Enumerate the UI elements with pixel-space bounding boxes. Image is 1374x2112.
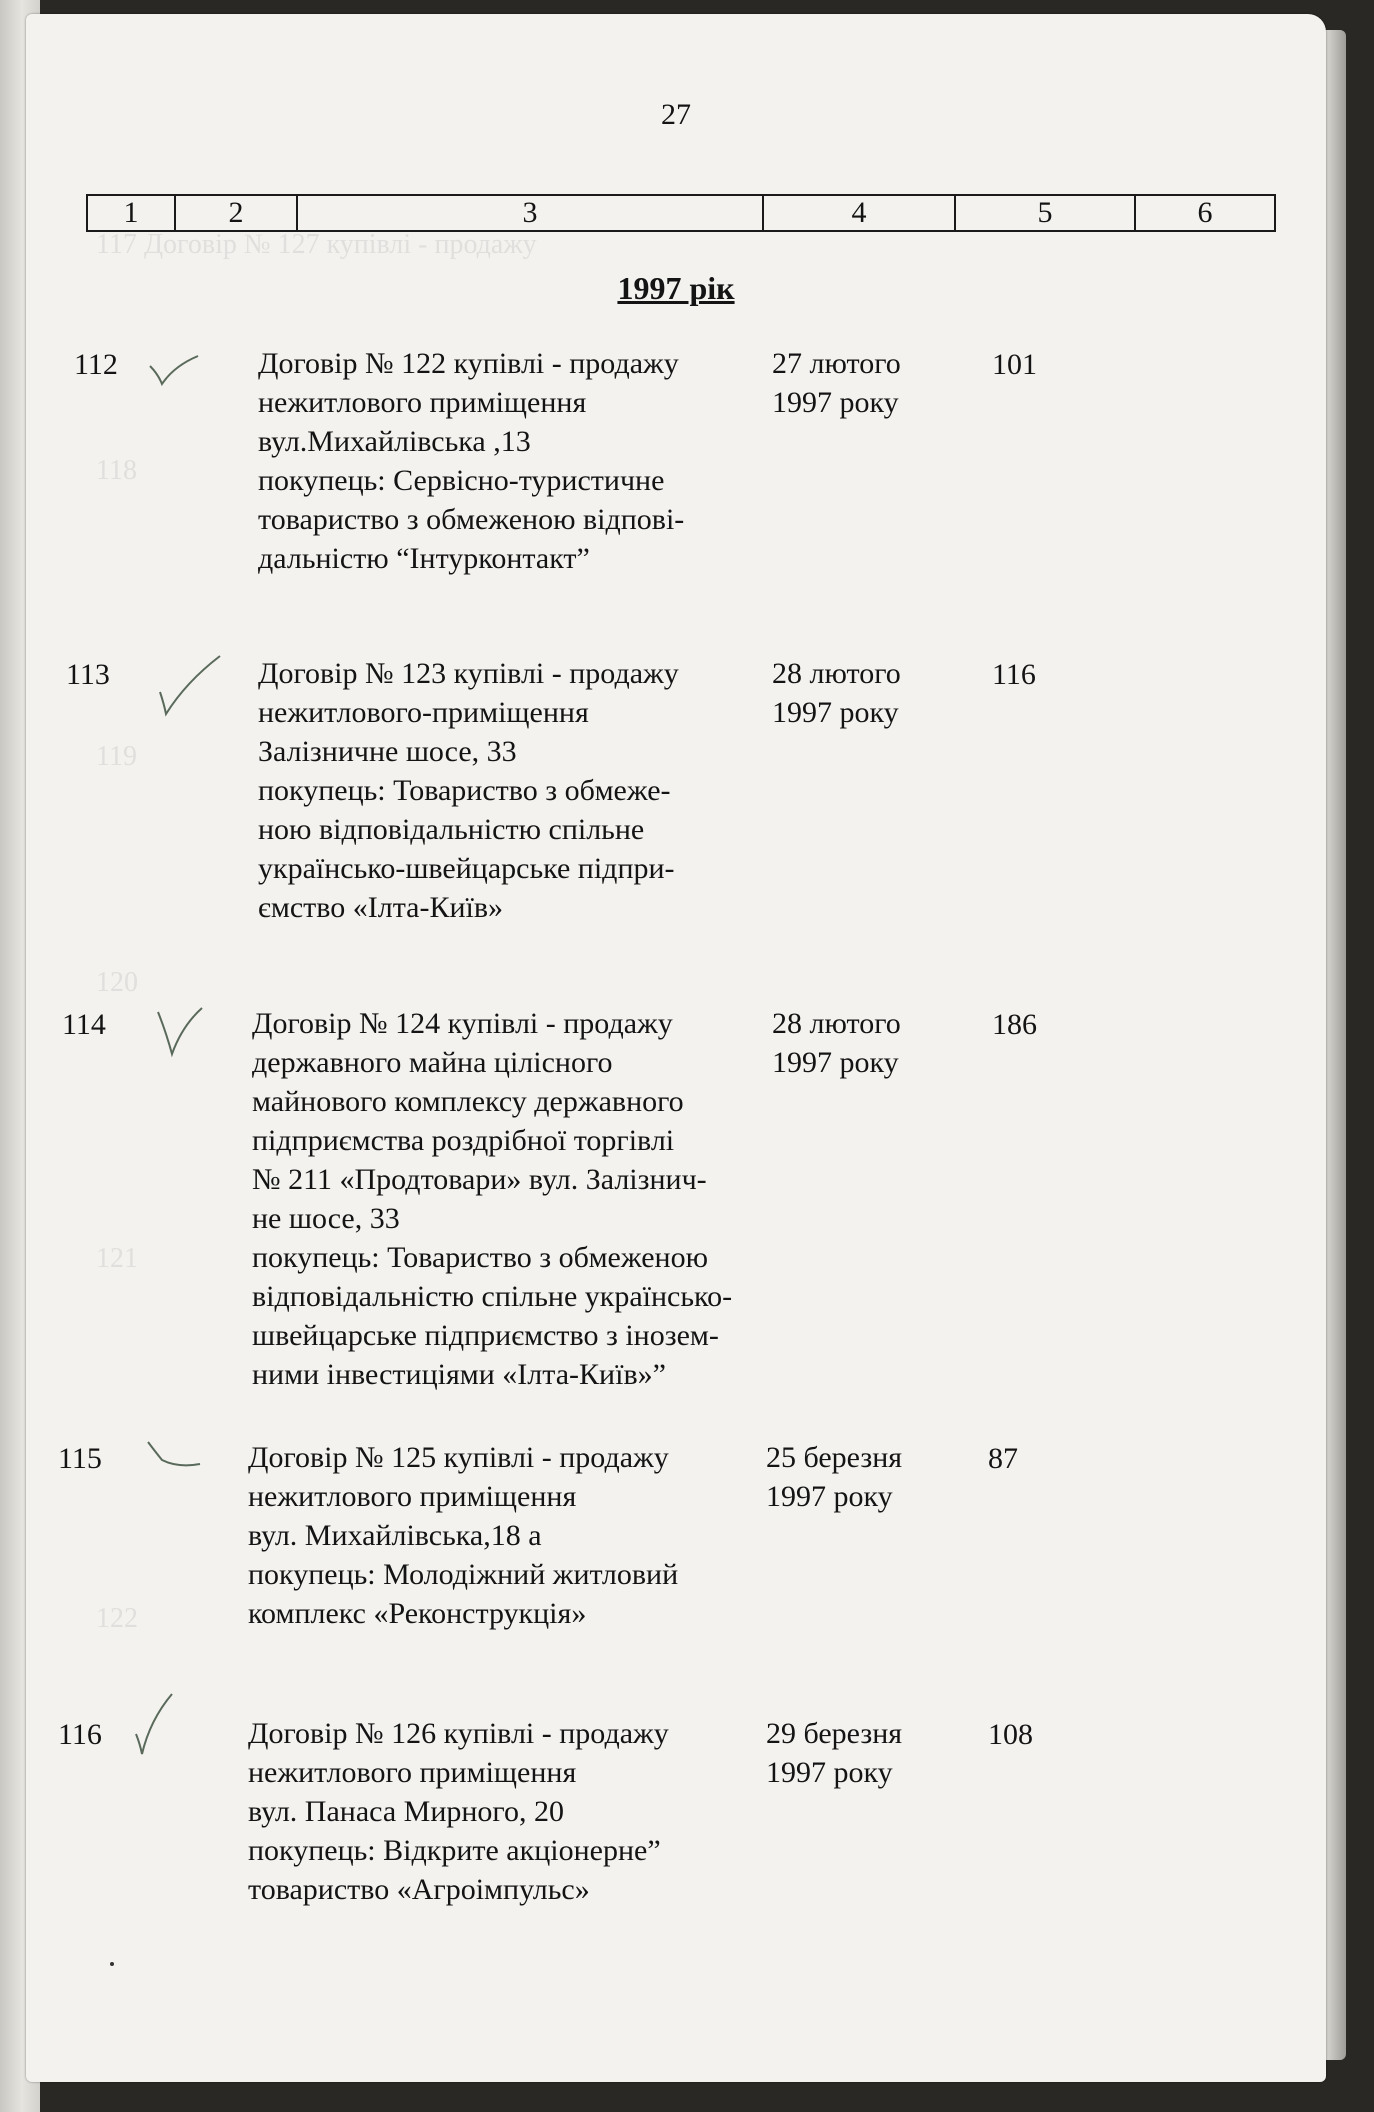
entry-page-count: 101: [992, 348, 1037, 381]
column-header-1: 1: [87, 195, 175, 231]
column-header-4: 4: [763, 195, 955, 231]
column-header-5: 5: [955, 195, 1135, 231]
document-page: [26, 14, 1326, 2082]
bleed-through-text: 121: [96, 1243, 138, 1274]
entry-description: Договір № 125 купівлі - продажу нежитлового приміщення вул. Михайлівська,18 а покупець: Молодіжний житловий комплекс «Реконструкція»: [248, 1441, 679, 1630]
entry-description: Договір № 123 купівлі - продажу нежитлового-приміщення Залізничне шосе, 33 покупець: Товариство з обмеже- ною відповідальністю спільне українсько-швейцарське підпри- ємство «Ілта-Київ»: [258, 657, 679, 924]
bleed-through-text: 122: [96, 1603, 138, 1634]
column-header-table: [86, 194, 1276, 232]
entry-number: 116: [58, 1718, 102, 1751]
entry-number: 115: [58, 1442, 102, 1475]
entry-number: 114: [62, 1008, 106, 1041]
entry-number: 113: [66, 658, 110, 691]
entry-page-count: 116: [992, 658, 1036, 691]
bleed-through-text: 119: [96, 741, 137, 772]
checkmark-icon: [132, 1690, 178, 1760]
column-header-2: 2: [175, 195, 297, 231]
column-header-3: 3: [297, 195, 763, 231]
page-number: 27: [661, 98, 691, 131]
entry-page-count: 108: [988, 1718, 1033, 1751]
checkmark-icon: [146, 348, 206, 398]
entry-date: 27 лютого 1997 року: [772, 347, 901, 419]
year-heading: 1997 рік: [617, 270, 735, 306]
entry-date: 25 березня 1997 року: [766, 1441, 903, 1513]
column-header-6: 6: [1135, 195, 1275, 231]
checkmark-icon: [154, 1002, 208, 1060]
bleed-through-text: 120: [96, 967, 138, 998]
checkmark-icon: [142, 1438, 204, 1474]
entry-page-count: 186: [992, 1008, 1037, 1041]
entry-date: 28 лютого 1997 року: [772, 657, 901, 729]
ink-dot: [110, 1962, 114, 1966]
checkmark-icon: [156, 652, 226, 718]
entry-description: Договір № 124 купівлі - продажу державного майна цілісного майнового комплексу державного підприємства роздрібної торгівлі № 211 «Продтовари» вул. Залізнич- не шосе, 33 покупець: Товариство з обмеженою відповідальністю спільне українсько- швейцарське підприємство з інозем- ними інвестиціями «Ілта-Київ»”: [252, 1007, 733, 1391]
entry-description: Договір № 122 купівлі - продажу нежитлового приміщення вул.Михайлівська ,13 покупець: Сервісно-туристичне товариство з обмеженою відпові- дальністю “Інтурконтакт”: [258, 347, 685, 575]
entry-date: 29 березня 1997 року: [766, 1717, 903, 1789]
bleed-through-text: 118: [96, 455, 137, 486]
entry-page-count: 87: [988, 1442, 1018, 1475]
entry-description: Договір № 126 купівлі - продажу нежитлового приміщення вул. Панаса Мирного, 20 покупець: Відкрите акціонерне” товариство «Агроімпульс»: [248, 1717, 669, 1906]
entry-date: 28 лютого 1997 року: [772, 1007, 901, 1079]
entry-number: 112: [74, 348, 118, 381]
bleed-through-text: 117 Договір № 127 купівлі - продажу: [96, 229, 537, 260]
